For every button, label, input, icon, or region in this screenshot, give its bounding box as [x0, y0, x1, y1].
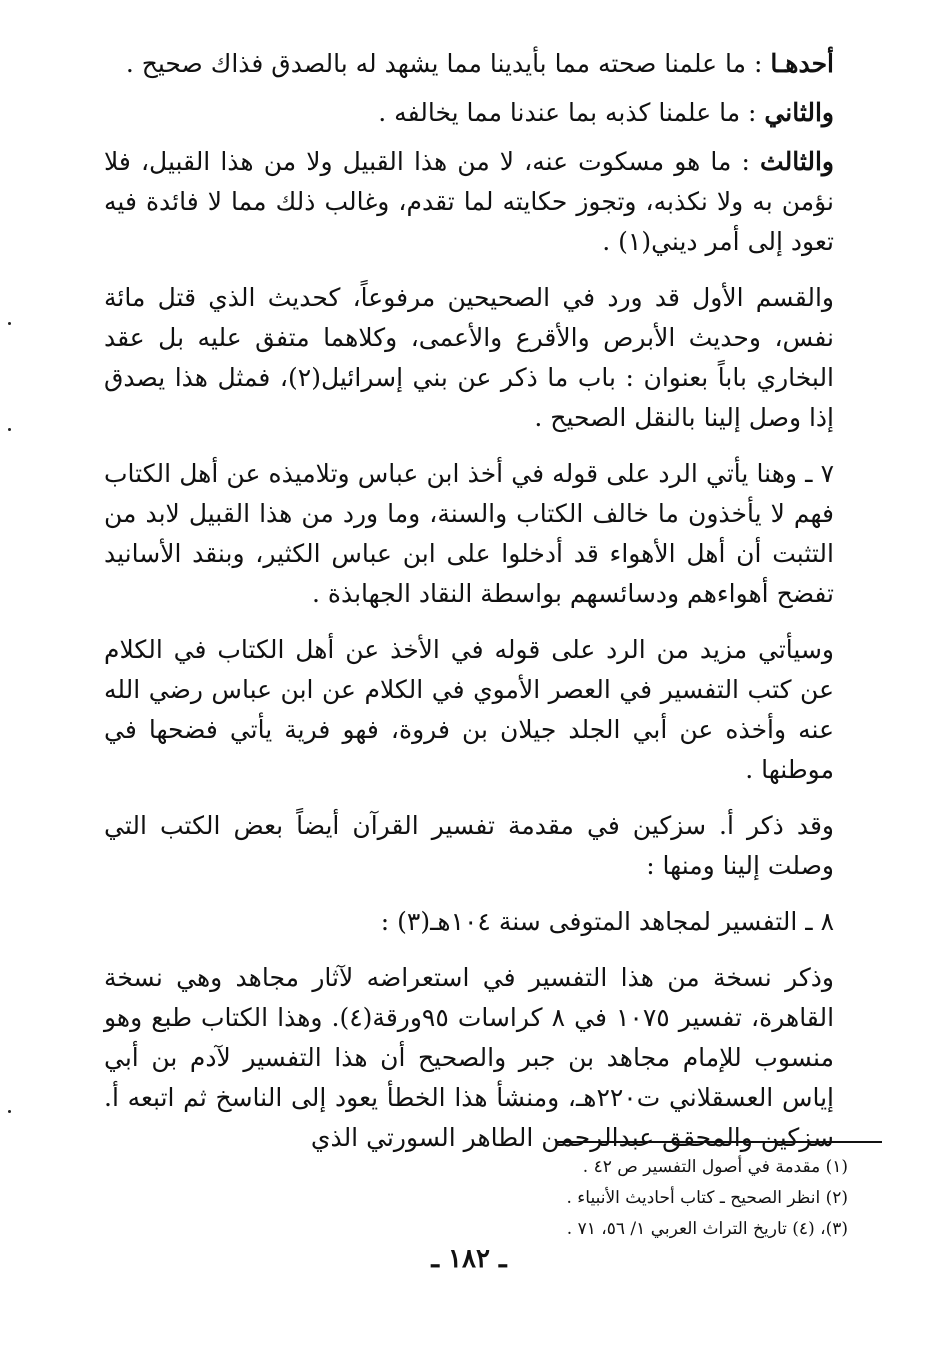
- scan-speck: [8, 428, 11, 431]
- paragraph-text: ٧ ـ وهنا يأتي الرد على قوله في أخذ ابن عباس وتلاميذه عن أهل الكتاب فهم لا يأخذون ما خالف الكتاب والسنة، وما ورد من هذا القبيل لابد من التثبت أن أهل الأهواء قد أدخلوا على ابن عباس الكثير، وبنقد الأسانيد تفضح أهواءهم ودسائسهم بواسطة النقاد الجهابذة .: [104, 459, 834, 608]
- paragraph-text: ٨ ـ التفسير لمجاهد المتوفى سنة ١٠٤هـ(٣) :: [380, 907, 834, 936]
- page-number: ـ ١٨٢ ـ: [431, 1244, 507, 1274]
- main-text: [104, 44, 834, 1167]
- paragraph-sezgin-books: [104, 806, 834, 886]
- paragraph-third-category: [104, 142, 834, 262]
- paragraph-point-7: [104, 454, 834, 614]
- footnote-2: (٢) انظر الصحيح ـ كتاب أحاديث الأنبياء .: [566, 1188, 848, 1208]
- paragraph-lead: أحدهـا: [770, 49, 834, 78]
- scan-speck: [8, 322, 11, 325]
- paragraph-text: والقسم الأول قد ورد في الصحيحين مرفوعاً، كحديث الذي قتل مائة نفس، وحديث الأبرص والأقرع والأعمى، وكلاهما متفق عليه بل عقد البخاري باباً بعنوان : باب ما ذكر عن بني إسرائيل(٢)، فمثل هذا يصدق إذا وصل إلينا بالنقل الصحيح .: [104, 283, 835, 432]
- footnote-divider: [556, 1141, 882, 1143]
- paragraph-more-rebuttal: [104, 630, 834, 790]
- paragraph-first-category: [104, 44, 834, 84]
- paragraph-text: : ما علمنا صحته مما بأيدينا مما يشهد له بالصدق فذاك صحيح .: [125, 49, 771, 78]
- paragraph-text: : ما علمنا كذبه بما عندنا مما يخالفه .: [378, 98, 765, 127]
- paragraph-point-8: [104, 902, 834, 942]
- paragraph-cairo-copy: [104, 958, 834, 1158]
- footnote-3-4: (٣)، (٤) تاريخ التراث العربي ١/ ٥٦، ٧١ .: [566, 1219, 848, 1239]
- paragraph-second-category: [104, 93, 834, 133]
- paragraph-lead: والثاني: [764, 98, 834, 127]
- footnote-1: (١) مقدمة في أصول التفسير ص ٤٢ .: [582, 1157, 848, 1177]
- paragraph-first-section: [104, 278, 834, 438]
- footnotes: [428, 1152, 848, 1245]
- scan-speck: [8, 1110, 11, 1113]
- paragraph-lead: والثالث: [760, 147, 834, 176]
- paragraph-text: وذكر نسخة من هذا التفسير في استعراضه لآثار مجاهد وهي نسخة القاهرة، تفسير ١٠٧٥ في ٨ كراسات ٩٥ورقة(٤). وهذا الكتاب طبع وهو منسوب للإمام مجاهد بن جبر والصحيح أن هذا التفسير لآدم بن أبي إياس العسقلاني ت٢٢٠هـ، ومنشأ هذا الخطأ يعود إلى الناسخ ثم اتبعه أ. سزكين والمحقق عبدالرحمن الطاهر السورتي الذي: [104, 963, 835, 1152]
- paragraph-text: : ما هو مسكوت عنه، لا من هذا القبيل ولا من هذا القبيل، فلا نؤمن به ولا نكذبه، وتجوز حكايته لما تقدم، وغالب ذلك مما لا فائدة فيه تعود إلى أمر ديني(١) .: [104, 147, 835, 256]
- paragraph-text: وقد ذكر أ. سزكين في مقدمة تفسير القرآن أيضاً بعض الكتب التي وصلت إلينا ومنها :: [104, 811, 834, 880]
- paragraph-text: وسيأتي مزيد من الرد على قوله في الأخذ عن أهل الكتاب في الكلام عن كتب التفسير في العصر الأموي في الكلام عن ابن عباس رضي الله عنه وأخذه عن أبي الجلد جيلان بن فروة، فهو فرية يأتي فضحها في موطنها .: [104, 635, 834, 784]
